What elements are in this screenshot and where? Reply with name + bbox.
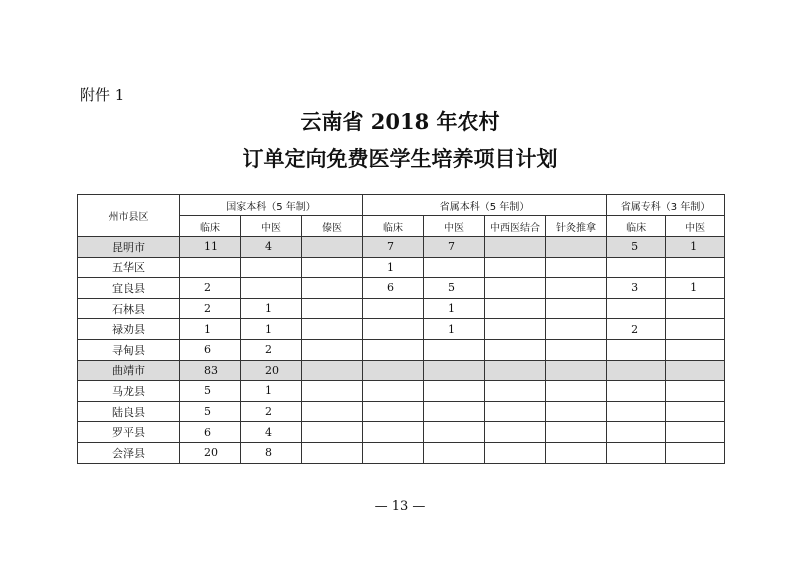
value-cell	[424, 401, 485, 422]
value-cell	[485, 442, 546, 463]
value-cell: 2	[607, 319, 666, 340]
group-header: 省属本科（5 年制）	[363, 195, 607, 216]
value-cell	[424, 381, 485, 402]
value-cell	[666, 401, 725, 422]
value-cell: 1	[424, 298, 485, 319]
value-cell	[302, 381, 363, 402]
value-cell	[363, 422, 424, 443]
table-row	[78, 339, 725, 360]
value-cell	[607, 360, 666, 381]
table-row	[78, 257, 725, 278]
table-row	[78, 237, 725, 258]
value-cell	[666, 319, 725, 340]
table-row	[78, 360, 725, 381]
value-cell	[363, 339, 424, 360]
column-subheader: 针灸推拿	[546, 216, 607, 237]
value-cell	[363, 298, 424, 319]
value-cell: 2	[241, 401, 302, 422]
value-cell	[666, 339, 725, 360]
value-cell: 1	[241, 319, 302, 340]
value-cell	[607, 401, 666, 422]
value-cell: 20	[241, 360, 302, 381]
region-name-cell: 禄劝县	[78, 319, 180, 340]
value-cell	[424, 422, 485, 443]
value-cell	[546, 257, 607, 278]
value-cell	[546, 401, 607, 422]
table-row	[78, 278, 725, 299]
group-header: 国家本科（5 年制）	[180, 195, 363, 216]
value-cell	[666, 257, 725, 278]
value-cell	[302, 257, 363, 278]
value-cell	[666, 360, 725, 381]
region-name-cell: 石林县	[78, 298, 180, 319]
value-cell: 2	[241, 339, 302, 360]
value-cell: 5	[180, 401, 241, 422]
value-cell: 6	[180, 339, 241, 360]
value-cell: 5	[424, 278, 485, 299]
value-cell	[485, 278, 546, 299]
value-cell	[485, 237, 546, 258]
value-cell: 1	[666, 278, 725, 299]
value-cell	[485, 381, 546, 402]
value-cell: 3	[607, 278, 666, 299]
value-cell	[363, 381, 424, 402]
value-cell	[546, 298, 607, 319]
value-cell	[485, 422, 546, 443]
value-cell	[302, 319, 363, 340]
value-cell: 2	[180, 298, 241, 319]
region-name-cell: 会泽县	[78, 442, 180, 463]
region-name-cell: 昆明市	[78, 237, 180, 258]
value-cell: 6	[363, 278, 424, 299]
table-row	[78, 442, 725, 463]
value-cell	[302, 442, 363, 463]
value-cell: 20	[180, 442, 241, 463]
value-cell	[363, 319, 424, 340]
value-cell	[485, 360, 546, 381]
value-cell	[302, 298, 363, 319]
value-cell	[485, 401, 546, 422]
column-subheader: 临床	[363, 216, 424, 237]
column-subheader: 中医	[424, 216, 485, 237]
value-cell	[546, 381, 607, 402]
value-cell	[666, 422, 725, 443]
value-cell	[180, 257, 241, 278]
value-cell	[546, 237, 607, 258]
document-title-line-1: 云南省 2018 年农村	[300, 109, 500, 134]
page-number: — 13 —	[374, 499, 426, 514]
value-cell: 1	[241, 381, 302, 402]
table-row	[78, 422, 725, 443]
value-cell	[363, 442, 424, 463]
value-cell	[241, 278, 302, 299]
table-row	[78, 381, 725, 402]
value-cell	[363, 360, 424, 381]
column-subheader: 临床	[607, 216, 666, 237]
column-subheader: 中医	[666, 216, 725, 237]
table-body	[78, 237, 725, 464]
value-cell: 1	[424, 319, 485, 340]
value-cell	[424, 360, 485, 381]
region-name-cell: 马龙县	[78, 381, 180, 402]
region-name-cell: 陆良县	[78, 401, 180, 422]
value-cell	[302, 422, 363, 443]
value-cell: 4	[241, 422, 302, 443]
region-name-cell: 寻甸县	[78, 339, 180, 360]
attachment-label: 附件 1	[80, 86, 125, 104]
value-cell	[666, 298, 725, 319]
value-cell: 5	[607, 237, 666, 258]
group-header-row	[78, 195, 725, 216]
value-cell	[424, 442, 485, 463]
value-cell	[302, 401, 363, 422]
value-cell	[546, 278, 607, 299]
value-cell	[302, 360, 363, 381]
value-cell: 2	[180, 278, 241, 299]
value-cell	[485, 319, 546, 340]
value-cell	[363, 401, 424, 422]
table-row	[78, 298, 725, 319]
value-cell	[607, 442, 666, 463]
value-cell	[546, 339, 607, 360]
document-title-line-2: 订单定向免费医学生培养项目计划	[242, 146, 558, 171]
value-cell: 7	[363, 237, 424, 258]
value-cell: 6	[180, 422, 241, 443]
region-name-cell: 曲靖市	[78, 360, 180, 381]
table-row	[78, 401, 725, 422]
value-cell	[546, 319, 607, 340]
value-cell: 8	[241, 442, 302, 463]
value-cell	[424, 339, 485, 360]
value-cell	[241, 257, 302, 278]
column-subheader: 中西医结合	[485, 216, 546, 237]
value-cell	[666, 442, 725, 463]
value-cell	[485, 339, 546, 360]
value-cell	[302, 237, 363, 258]
training-plan-table	[77, 194, 725, 464]
group-header: 省属专科（3 年制）	[607, 195, 725, 216]
value-cell: 4	[241, 237, 302, 258]
value-cell: 1	[241, 298, 302, 319]
value-cell: 11	[180, 237, 241, 258]
column-subheader: 临床	[180, 216, 241, 237]
region-name-cell: 五华区	[78, 257, 180, 278]
value-cell: 1	[363, 257, 424, 278]
value-cell: 7	[424, 237, 485, 258]
value-cell	[607, 298, 666, 319]
value-cell: 1	[666, 237, 725, 258]
value-cell	[302, 339, 363, 360]
value-cell	[302, 278, 363, 299]
column-subheader: 傣医	[302, 216, 363, 237]
region-column-header: 州市县区	[78, 195, 180, 237]
value-cell	[546, 422, 607, 443]
region-name-cell: 罗平县	[78, 422, 180, 443]
value-cell	[607, 257, 666, 278]
value-cell	[607, 339, 666, 360]
value-cell	[424, 257, 485, 278]
column-subheader: 中医	[241, 216, 302, 237]
value-cell	[485, 257, 546, 278]
value-cell: 83	[180, 360, 241, 381]
region-name-cell: 宜良县	[78, 278, 180, 299]
value-cell	[546, 360, 607, 381]
value-cell	[607, 422, 666, 443]
value-cell: 5	[180, 381, 241, 402]
value-cell: 1	[180, 319, 241, 340]
value-cell	[485, 298, 546, 319]
value-cell	[546, 442, 607, 463]
value-cell	[607, 381, 666, 402]
table-row	[78, 319, 725, 340]
value-cell	[666, 381, 725, 402]
